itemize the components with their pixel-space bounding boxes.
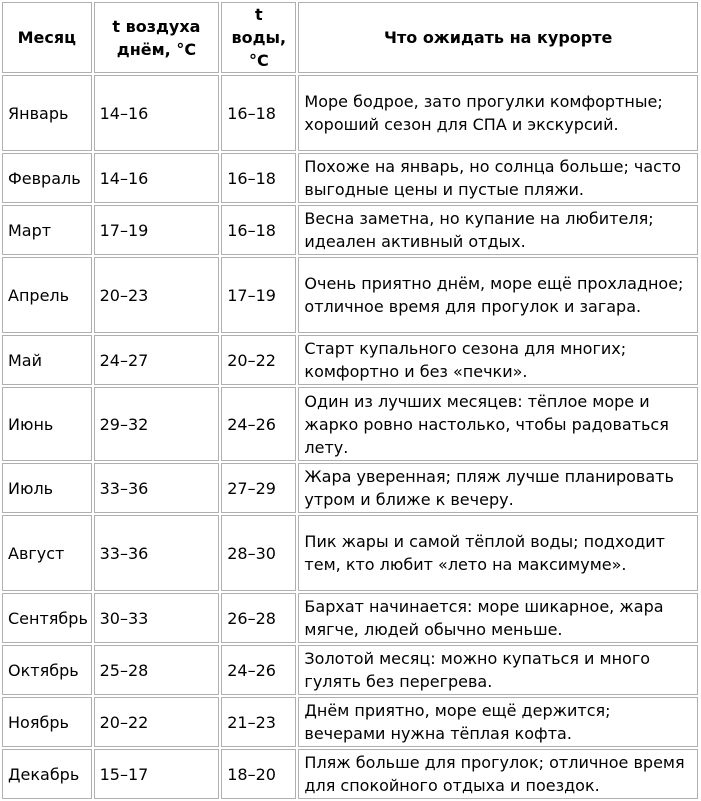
water-temp-cell: 27–29 [221, 463, 296, 513]
water-temp-cell: 24–26 [221, 387, 296, 461]
month-cell: Апрель [2, 257, 92, 333]
air-temp-cell: 24–27 [94, 335, 220, 385]
month-cell: Январь [2, 75, 92, 151]
header-air-temp: t воздуха днём, °C [94, 2, 220, 73]
month-cell: Ноябрь [2, 697, 92, 747]
water-temp-cell: 16–18 [221, 75, 296, 151]
air-temp-cell: 33–36 [94, 463, 220, 513]
description-cell: Один из лучших месяцев: тёплое море и жарко ровно настолько, чтобы радоваться лету. [298, 387, 698, 461]
description-cell: Золотой месяц: можно купаться и много гулять без перегрева. [298, 645, 698, 695]
month-cell: Декабрь [2, 749, 92, 799]
description-cell: Пляж больше для прогулок; отличное время для спокойного отдыха и поездок. [298, 749, 698, 799]
air-temp-cell: 15–17 [94, 749, 220, 799]
water-temp-cell: 16–18 [221, 205, 296, 255]
month-cell: Февраль [2, 153, 92, 203]
description-cell: Жара уверенная; пляж лучше планировать утром и ближе к вечеру. [298, 463, 698, 513]
table-row [2, 697, 698, 747]
header-row [2, 2, 698, 73]
air-temp-cell: 30–33 [94, 593, 220, 643]
table-row [2, 75, 698, 151]
header-month: Месяц [2, 2, 92, 73]
table-row [2, 153, 698, 203]
table-row [2, 205, 698, 255]
water-temp-cell: 24–26 [221, 645, 296, 695]
table-row [2, 515, 698, 591]
water-temp-cell: 16–18 [221, 153, 296, 203]
table-row [2, 257, 698, 333]
header-expectations: Что ожидать на курорте [298, 2, 698, 73]
air-temp-cell: 33–36 [94, 515, 220, 591]
description-cell: Днём приятно, море ещё держится; вечерами нужна тёплая кофта. [298, 697, 698, 747]
water-temp-cell: 28–30 [221, 515, 296, 591]
description-cell: Пик жары и самой тёплой воды; подходит тем, кто любит «лето на максимуме». [298, 515, 698, 591]
water-temp-cell: 26–28 [221, 593, 296, 643]
table-row [2, 463, 698, 513]
table-row [2, 593, 698, 643]
month-cell: Июль [2, 463, 92, 513]
header-water-temp: t воды, °C [221, 2, 296, 73]
table-row [2, 749, 698, 799]
table-row [2, 335, 698, 385]
description-cell: Море бодрое, зато прогулки комфортные; хороший сезон для СПА и экскурсий. [298, 75, 698, 151]
month-cell: Июнь [2, 387, 92, 461]
air-temp-cell: 20–23 [94, 257, 220, 333]
air-temp-cell: 25–28 [94, 645, 220, 695]
table-header [2, 2, 698, 73]
month-cell: Август [2, 515, 92, 591]
table-row [2, 387, 698, 461]
air-temp-cell: 29–32 [94, 387, 220, 461]
air-temp-cell: 14–16 [94, 153, 220, 203]
description-cell: Весна заметна, но купание на любителя; идеален активный отдых. [298, 205, 698, 255]
table-row [2, 645, 698, 695]
water-temp-cell: 21–23 [221, 697, 296, 747]
month-cell: Сентябрь [2, 593, 92, 643]
air-temp-cell: 14–16 [94, 75, 220, 151]
description-cell: Бархат начинается: море шикарное, жара мягче, людей обычно меньше. [298, 593, 698, 643]
air-temp-cell: 20–22 [94, 697, 220, 747]
water-temp-cell: 18–20 [221, 749, 296, 799]
air-temp-cell: 17–19 [94, 205, 220, 255]
description-cell: Похоже на январь, но солнца больше; часто выгодные цены и пустые пляжи. [298, 153, 698, 203]
table-body [2, 75, 698, 799]
month-cell: Октябрь [2, 645, 92, 695]
month-cell: Май [2, 335, 92, 385]
water-temp-cell: 20–22 [221, 335, 296, 385]
description-cell: Очень приятно днём, море ещё прохладное; отличное время для прогулок и загара. [298, 257, 698, 333]
water-temp-cell: 17–19 [221, 257, 296, 333]
month-cell: Март [2, 205, 92, 255]
description-cell: Старт купального сезона для многих; комфортно и без «печки». [298, 335, 698, 385]
